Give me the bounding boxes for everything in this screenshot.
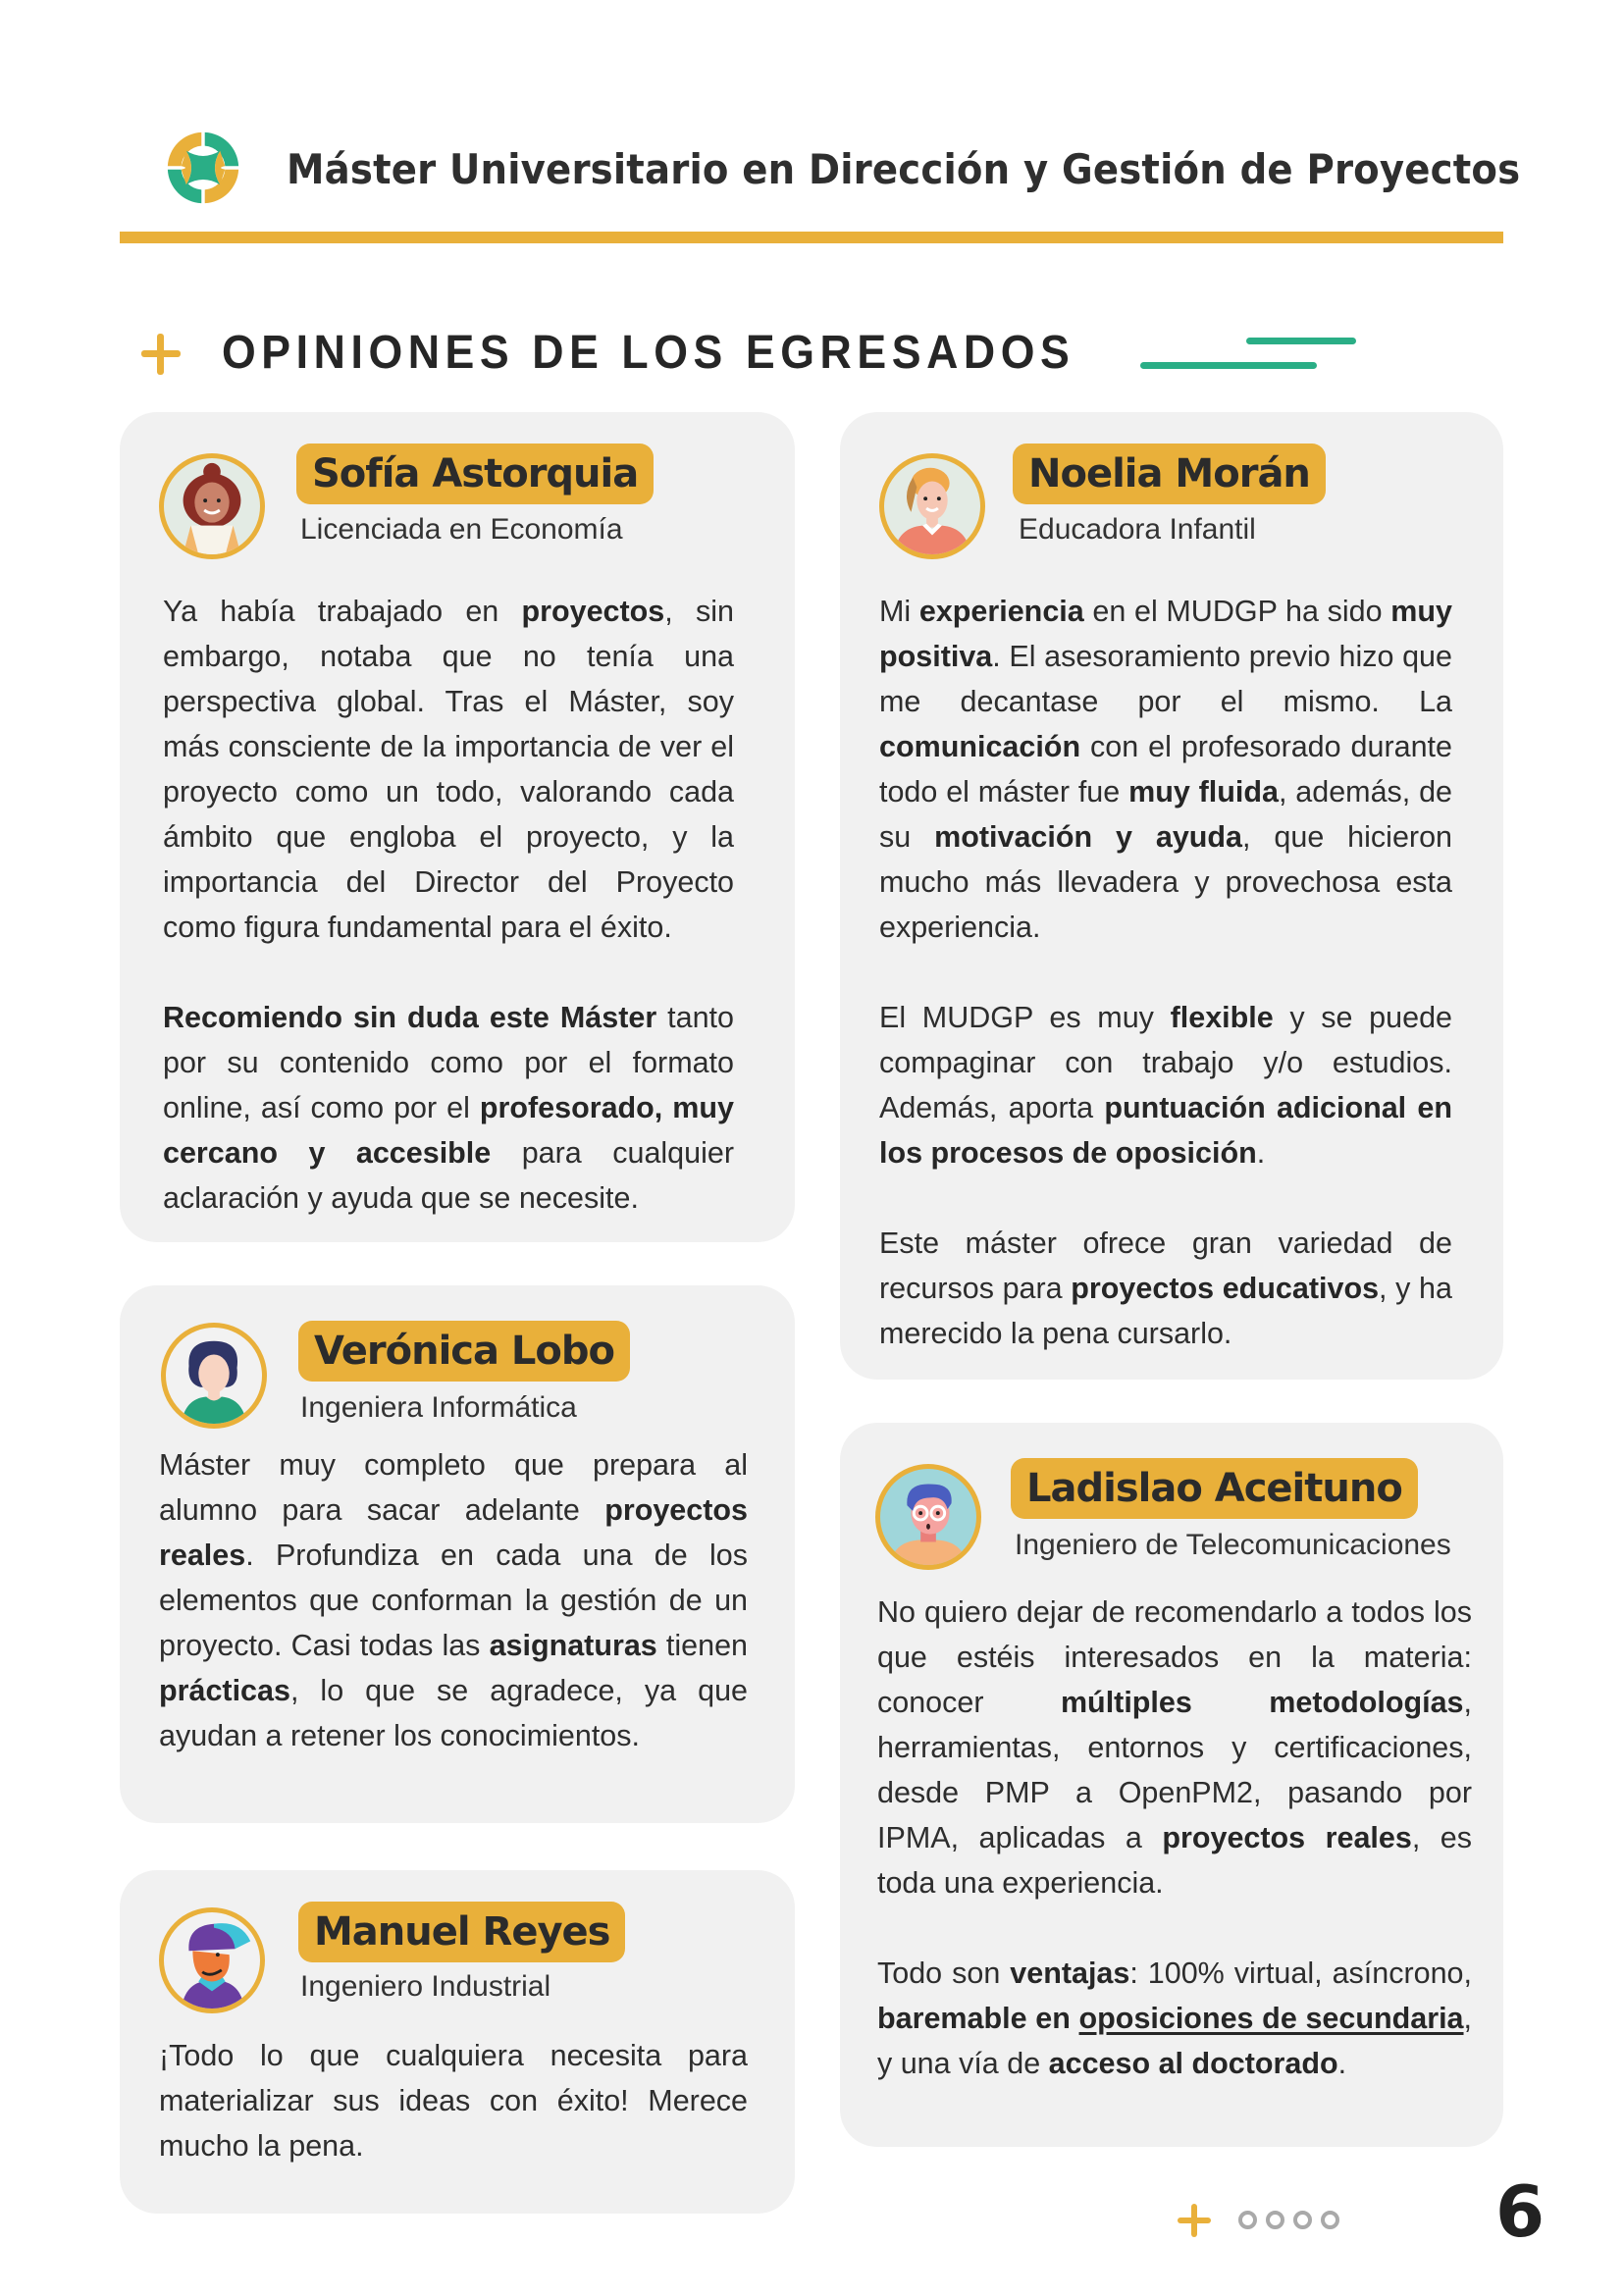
testimonial-text: Recomiendo sin duda este Máster tanto por su contenido como por el formato online, así como por el profesorado, muy cercano y accesible para cualquier aclaración y ayuda que se necesite. [163, 1001, 735, 1215]
avatar-ladislao [875, 1464, 981, 1570]
plus-icon [1176, 2202, 1215, 2241]
name-badge: Sofía Astorquia [296, 444, 654, 504]
testimonial-text: Ya había trabajado en proyectos, sin embargo, notaba que no tenía una perspectiva global. Tras el Máster, soy más consciente de la importancia de ver el proyecto como un todo, valorando cada ámbito que engloba el proyecto, y la importancia del Director del Proyecto como figura fundamental para el éxito. [163, 595, 734, 944]
dot-icon [1321, 2211, 1339, 2229]
woman-avatar-icon [164, 458, 260, 554]
document-title: Máster Universitario en Dirección y Gestión de Proyectos [287, 145, 1521, 193]
testimonial-card-manuel [120, 1870, 795, 2214]
role-label: Licenciada en Economía [300, 513, 623, 546]
avatar-veronica [161, 1323, 267, 1429]
role-label: Ingeniero de Telecomunicaciones [1015, 1529, 1451, 1561]
decorative-line-bottom [1140, 362, 1317, 369]
section-heading [137, 324, 1374, 392]
testimonial-card-sofia [120, 412, 795, 1242]
section-title: OPINIONES DE LOS EGRESADOS [222, 327, 1075, 379]
program-logo-icon [161, 126, 245, 210]
page-dots [1238, 2211, 1339, 2229]
woman-avatar-icon [166, 1328, 262, 1424]
dot-icon [1266, 2211, 1284, 2229]
dot-icon [1238, 2211, 1257, 2229]
testimonial-text: Mi experiencia en el MUDGP ha sido muy positiva. El asesoramiento previo hizo que me decantase por el mismo. La comunicación con el profesorado durante todo el máster fue muy fluida, además, de su motivación y ayuda, que hicieron mucho más llevadera y provechosa esta experiencia. [879, 595, 1453, 944]
name-badge: Verónica Lobo [298, 1321, 630, 1382]
testimonial-text: Todo son ventajas: 100% virtual, asíncrono, baremable en oposiciones de secundaria, y una vía de acceso al doctorado. [877, 1957, 1472, 2080]
woman-avatar-icon [884, 458, 980, 554]
avatar-manuel [159, 1907, 265, 2013]
name-badge: Ladislao Aceituno [1011, 1458, 1418, 1519]
testimonial-card-noelia [840, 412, 1503, 1380]
man-avatar-icon [880, 1469, 976, 1565]
header-divider [120, 232, 1503, 243]
page-header [120, 118, 1521, 245]
avatar-noelia [879, 453, 985, 559]
plus-icon [137, 332, 184, 379]
avatar-sofia [159, 453, 265, 559]
testimonial-text: No quiero dejar de recomendarlo a todos los que estéis interesados en la materia: conocer múltiples metodologías, herramientas, entornos y certificaciones, desde PMP a OpenPM2, pasando por IPMA, aplicadas a proyectos reales, es toda una experiencia. [877, 1595, 1473, 1900]
role-label: Educadora Infantil [1019, 513, 1256, 546]
man-avatar-icon [164, 1912, 260, 2009]
dot-icon [1293, 2211, 1312, 2229]
name-badge: Noelia Morán [1013, 444, 1326, 504]
testimonial-text: El MUDGP es muy flexible y se puede compaginar con trabajo y/o estudios. Además, aporta puntuación adicional en los procesos de oposición. [879, 1001, 1452, 1170]
testimonial-text: ¡Todo lo que cualquiera necesita para materializar sus ideas con éxito! Merece mucho la pena. [159, 2039, 748, 2163]
testimonial-card-veronica [120, 1285, 795, 1823]
role-label: Ingeniera Informática [300, 1391, 577, 1424]
name-badge: Manuel Reyes [298, 1902, 625, 1962]
role-label: Ingeniero Industrial [300, 1970, 551, 2003]
testimonial-card-ladislao [840, 1423, 1503, 2147]
decorative-line-top [1246, 338, 1356, 344]
testimonial-text: Máster muy completo que prepara al alumno para sacar adelante proyectos reales. Profundiza en cada una de los elementos que conforman la gestión de un proyecto. Casi todas las asignaturas tienen prácticas, lo que se agradece, ya que ayudan a retener los conocimientos. [159, 1448, 749, 1752]
page-number: 6 [1495, 2170, 1545, 2253]
testimonial-text: Este máster ofrece gran variedad de recursos para proyectos educativos, y ha merecido la pena cursarlo. [879, 1226, 1452, 1350]
